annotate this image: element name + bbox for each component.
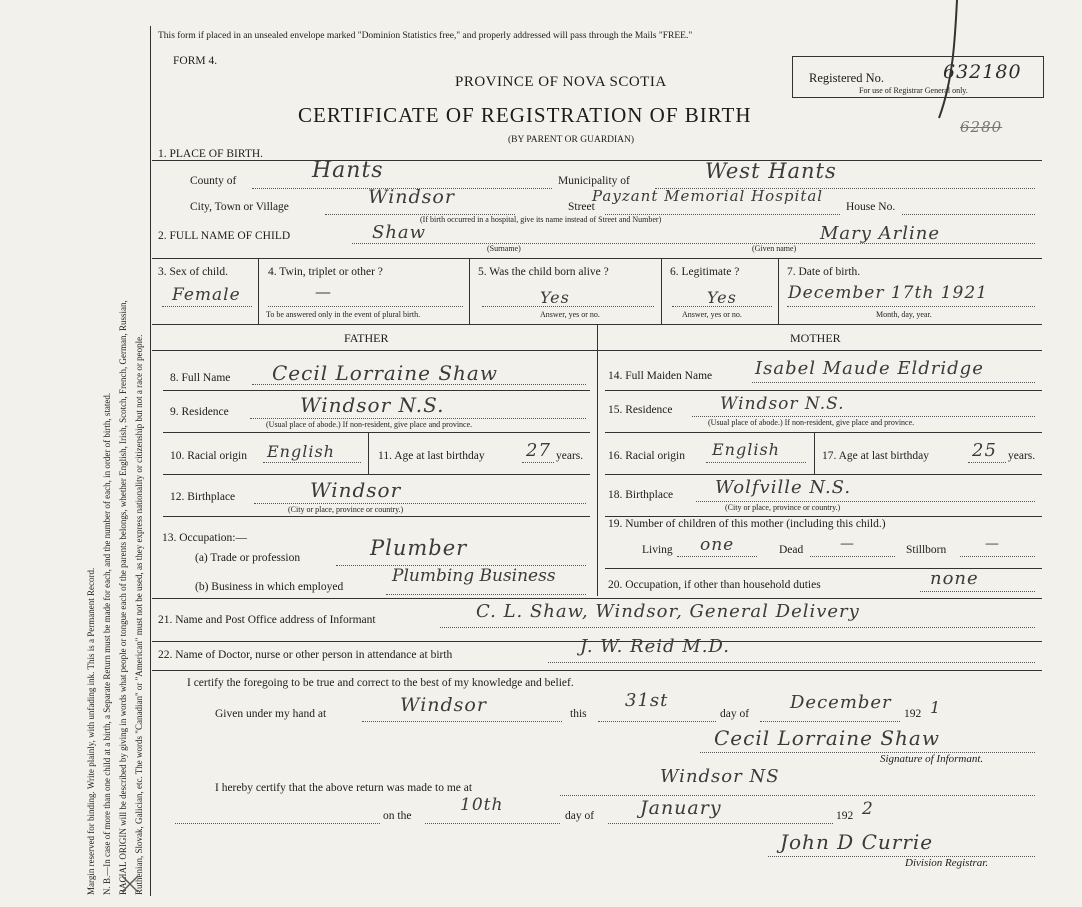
- father-age-label: 11. Age at last birthday: [378, 450, 485, 462]
- informant-line: [440, 627, 1035, 628]
- city-value: Windsor: [368, 186, 455, 208]
- mother-residence-label: 15. Residence: [608, 404, 673, 416]
- father-heading: FATHER: [344, 331, 389, 345]
- rule-m1: [605, 390, 1042, 391]
- province-heading: PROVINCE OF NOVA SCOTIA: [455, 74, 667, 90]
- divider-parents: [597, 324, 598, 596]
- father-name-value: Cecil Lorraine Shaw: [272, 361, 498, 385]
- county-value: Hants: [312, 158, 384, 183]
- business-value: Plumbing Business: [392, 566, 556, 586]
- house-number-line: [902, 214, 1035, 215]
- margin-note-binding: Margin reserved for binding. Write plainly, with unfading ink. This is a Permanent Record.: [86, 567, 96, 895]
- given-month-value: December: [790, 692, 892, 713]
- margin-note-multiple-births: N. B.—In case of more than one child at a birth, a Separate Return must be made for each, and the number of each, in order of birth, stated.: [102, 392, 112, 895]
- hospital-note: (If birth occurred in a hospital, give its name instead of Street and Number): [420, 215, 662, 224]
- mother-age-label: 17. Age at last birthday: [822, 450, 929, 462]
- mother-birthplace-note: (City or place, province or country.): [725, 503, 841, 512]
- rule-m3: [605, 474, 1042, 475]
- given-this-label: this: [570, 708, 587, 720]
- place-of-birth-label: 1. PLACE OF BIRTH.: [158, 148, 264, 160]
- sex-value: Female: [172, 285, 241, 305]
- mother-racial-value: English: [712, 440, 780, 459]
- date-of-birth-line: [787, 306, 1035, 307]
- child-name-label: 2. FULL NAME OF CHILD: [158, 230, 291, 242]
- rule-f2: [163, 432, 590, 433]
- stillborn-label: Stillborn: [906, 544, 947, 556]
- date-of-birth-label: 7. Date of birth.: [787, 266, 861, 278]
- given-day-value: 31st: [625, 690, 669, 711]
- mother-residence-line: [692, 416, 1035, 417]
- date-of-birth-value: December 17th 1921: [788, 283, 988, 303]
- father-birthplace-value: Windsor: [310, 478, 402, 502]
- divider-twin: [469, 258, 470, 324]
- divider-father-age: [368, 432, 369, 474]
- registered-number-box: [792, 56, 1044, 98]
- form-number: FORM 4.: [173, 55, 218, 67]
- born-alive-label: 5. Was the child born alive ?: [478, 266, 609, 278]
- father-birthplace-label: 12. Birthplace: [170, 491, 236, 503]
- informant-signature-caption: Signature of Informant.: [880, 753, 984, 765]
- certificate-subtitle: (BY PARENT OR GUARDIAN): [508, 135, 635, 145]
- municipality-label: Municipality of: [558, 175, 630, 187]
- registrar-month-value: January: [640, 797, 722, 819]
- county-label: County of: [190, 175, 237, 187]
- registrar-day-line: [425, 823, 560, 824]
- mother-name-line: [752, 382, 1035, 383]
- registered-label: Registered No.: [809, 71, 884, 85]
- registrar-lead-line: [175, 823, 380, 824]
- living-label: Living: [642, 544, 673, 556]
- given-place-line: [362, 721, 562, 722]
- mother-age-value: 25: [972, 440, 997, 461]
- child-given-name-value: Mary Arline: [820, 223, 941, 244]
- dead-value: —: [840, 536, 855, 552]
- trade-label: (a) Trade or profession: [195, 552, 301, 564]
- father-occupation-label: 13. Occupation:—: [162, 532, 247, 544]
- stillborn-line: [960, 556, 1035, 557]
- mother-birthplace-value: Wolfville N.S.: [715, 477, 852, 498]
- rule-f1: [163, 390, 590, 391]
- informant-value: C. L. Shaw, Windsor, General Delivery: [476, 601, 860, 622]
- doctor-label: 22. Name of Doctor, nurse or other person in attendance at birth: [158, 649, 453, 661]
- child-surname-value: Shaw: [372, 222, 427, 243]
- margin-border: [150, 26, 151, 896]
- dead-line: [810, 556, 895, 557]
- mother-birthplace-line: [696, 501, 1035, 502]
- legitimate-value: Yes: [707, 288, 737, 307]
- father-residence-value: Windsor N.S.: [300, 393, 445, 417]
- twin-value: —: [315, 282, 332, 301]
- street-value: Payzant Memorial Hospital: [592, 187, 824, 205]
- given-month-line: [760, 721, 900, 722]
- margin-note-racial-origin: RACIAL ORIGIN will be described by giving in words what people or tongue each of the parents belongs, whether English, Irish, Scotch, French, German, Russian,: [118, 300, 128, 895]
- mother-name-label: 14. Full Maiden Name: [608, 370, 713, 382]
- sex-label: 3. Sex of child.: [158, 266, 228, 278]
- father-racial-value: English: [267, 442, 335, 461]
- father-age-line: [522, 462, 554, 463]
- mother-age-line: [968, 462, 1006, 463]
- mother-occupation-line: [920, 591, 1035, 592]
- mail-notice: This form if placed in an unsealed envelope marked "Dominion Statistics free," and properly addressed will pass through the Mails "FREE.": [158, 31, 693, 41]
- mother-racial-label: 16. Racial origin: [608, 450, 685, 462]
- registered-value: 632180: [943, 61, 1022, 83]
- living-line: [677, 556, 757, 557]
- business-line: [386, 594, 586, 595]
- father-age-value: 27: [526, 440, 551, 461]
- mother-birthplace-label: 18. Birthplace: [608, 489, 674, 501]
- rule-f3: [163, 474, 590, 475]
- registrar-statement: I hereby certify that the above return was made to me at: [215, 782, 473, 794]
- mother-occupation-label: 20. Occupation, if other than household duties: [608, 579, 821, 591]
- mother-years-label: years.: [1008, 450, 1036, 462]
- date-of-birth-note: Month, day, year.: [876, 310, 932, 319]
- mother-residence-value: Windsor N.S.: [720, 394, 845, 414]
- registrar-day-of-label: day of: [565, 810, 595, 822]
- mother-heading: MOTHER: [790, 331, 841, 345]
- registrar-signature: John D Currie: [780, 830, 934, 854]
- informant-label: 21. Name and Post Office address of Informant: [158, 614, 376, 626]
- dead-label: Dead: [779, 544, 804, 556]
- father-residence-label: 9. Residence: [170, 406, 229, 418]
- divider-alive: [661, 258, 662, 324]
- mother-residence-note: (Usual place of abode.) If non-resident, give place and province.: [708, 418, 915, 427]
- registrar-year-value: 2: [862, 799, 874, 819]
- informant-signature-line: [700, 752, 1035, 753]
- trade-value: Plumber: [370, 536, 468, 560]
- given-day-of-label: day of: [720, 708, 750, 720]
- rule-certify-top: [152, 670, 1042, 671]
- registrar-place-value: Windsor NS: [660, 766, 780, 787]
- father-name-label: 8. Full Name: [170, 372, 231, 384]
- twin-label: 4. Twin, triplet or other ?: [268, 266, 383, 278]
- given-day-line: [598, 721, 716, 722]
- father-residence-note: (Usual place of abode.) If non-resident, give place and province.: [266, 420, 473, 429]
- registrar-signature-caption: Division Registrar.: [905, 857, 989, 869]
- given-name-caption: (Given name): [752, 244, 797, 253]
- father-birthplace-line: [254, 503, 586, 504]
- given-year-value: 1: [930, 698, 942, 717]
- doctor-line: [548, 662, 1035, 663]
- children-count-label: 19. Number of children of this mother (including this child.): [608, 518, 886, 530]
- business-label: (b) Business in which employed: [195, 581, 344, 593]
- doctor-value: J. W. Reid M.D.: [580, 636, 730, 657]
- father-years-label: years.: [556, 450, 584, 462]
- registrar-day-value: 10th: [460, 795, 504, 815]
- registrar-use-note: For use of Registrar General only.: [859, 86, 968, 95]
- street-label: Street: [568, 201, 595, 213]
- rule-m4: [605, 516, 1042, 517]
- municipality-value: West Hants: [705, 159, 837, 183]
- rule-f4: [163, 516, 590, 517]
- certificate-title: CERTIFICATE OF REGISTRATION OF BIRTH: [298, 103, 752, 127]
- living-value: one: [700, 535, 735, 555]
- registrar-year-prefix: 192: [836, 810, 854, 822]
- struck-number: 6280: [960, 118, 1003, 136]
- mother-occupation-value: none: [930, 568, 979, 589]
- city-label: City, Town or Village: [190, 201, 289, 213]
- father-birthplace-note: (City or place, province or country.): [288, 505, 404, 514]
- rule-row3-top: [152, 258, 1042, 259]
- father-racial-line: [263, 462, 361, 463]
- given-under-label: Given under my hand at: [215, 708, 327, 720]
- born-alive-value: Yes: [540, 288, 570, 307]
- twin-note: To be answered only in the event of plural birth.: [266, 310, 421, 319]
- divider-sex: [258, 258, 259, 324]
- informant-signature: Cecil Lorraine Shaw: [714, 726, 940, 750]
- registrar-place-line: [560, 795, 1035, 796]
- mother-name-value: Isabel Maude Eldridge: [755, 358, 984, 379]
- stillborn-value: —: [985, 536, 1000, 552]
- legitimate-label: 6. Legitimate ?: [670, 266, 740, 278]
- mother-racial-line: [706, 462, 806, 463]
- ink-stroke: [925, 0, 965, 130]
- legitimate-note: Answer, yes or no.: [682, 310, 742, 319]
- given-year-prefix: 192: [904, 708, 922, 720]
- given-place-value: Windsor: [400, 694, 487, 716]
- divider-mother-age: [814, 432, 815, 474]
- twin-line: [268, 306, 463, 307]
- house-number-label: House No.: [846, 201, 896, 213]
- margin-note-nationality: Ruthenian, Slovak, Galician, etc. The words "Canadian" or "American" must not be used, as they express nationality or citizenship but not a race or people.: [134, 334, 144, 895]
- certify-statement: I certify the foregoing to be true and correct to the best of my knowledge and belief.: [187, 677, 574, 689]
- born-alive-note: Answer, yes or no.: [540, 310, 600, 319]
- registrar-on-the-label: on the: [383, 810, 412, 822]
- divider-legit: [778, 258, 779, 324]
- father-residence-line: [250, 418, 586, 419]
- rule-informant-top: [152, 598, 1042, 599]
- registrar-month-line: [608, 823, 833, 824]
- registrar-signature-line: [768, 856, 1035, 857]
- rule-place-top: [152, 160, 1042, 161]
- surname-caption: (Surname): [487, 244, 521, 253]
- rule-m2: [605, 432, 1042, 433]
- sex-line: [162, 306, 252, 307]
- cross-mark-icon: [118, 872, 142, 896]
- father-racial-label: 10. Racial origin: [170, 450, 247, 462]
